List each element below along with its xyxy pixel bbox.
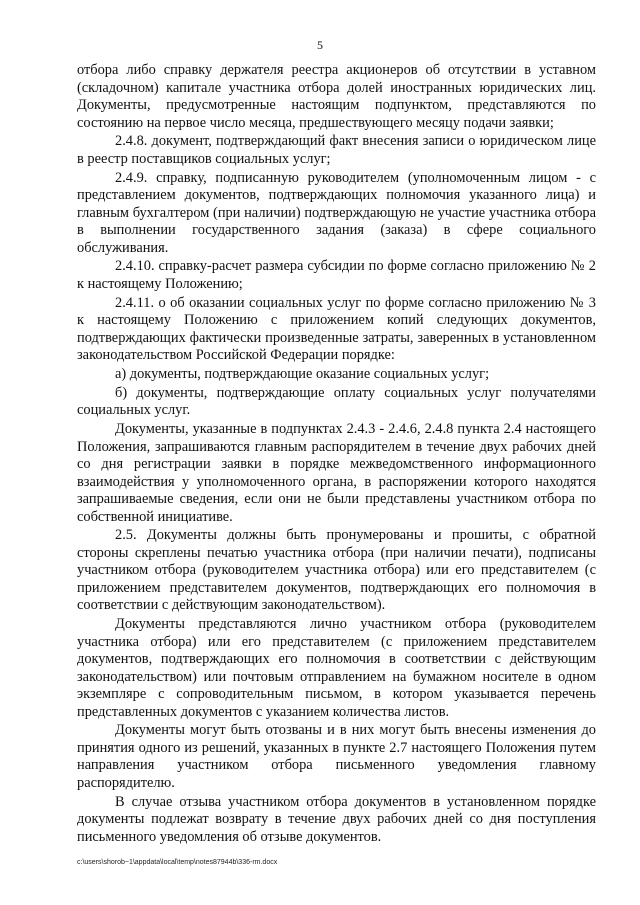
paragraph-item-b: б) документы, подтверждающие оплату социальных услуг получателями социальных услуг.: [77, 384, 596, 419]
paragraph-2-4-11: 2.4.11. о об оказании социальных услуг по форме согласно приложению № 3 к настоящему Положению с приложением копий следующих документов, подтверждающих фактически произведенные затраты, заверенных в установленном законодательством Российской Федерации порядке:: [77, 294, 596, 364]
paragraph-continuation: отбора либо справку держателя реестра акционеров об отсутствии в уставном (складочном) капитале участника отбора долей иностранных юридических лиц. Документы, предусмотренные настоящим подпунктом, представляются по состоянию на первое число месяца, предшествующего месяцу подачи заявки;: [77, 62, 596, 131]
paragraph-documents-requested: Документы, указанные в подпунктах 2.4.3 - 2.4.6, 2.4.8 пункта 2.4 настоящего Положения, запрашиваются главным распорядителем в течение двух рабочих дней со дня регистрации заявки в порядке межведомственного информационного взаимодействия у уполномоченного органа, в распоряжении которого находятся запрашиваемые сведения, если они не были представлены участником отбора по собственной инициативе.: [77, 421, 596, 525]
paragraph-documents-return: В случае отзыва участником отбора документов в установленном порядке документы подлежат возврату в течение двух рабочих дней со дня поступления письменного уведомления об отзыве документов.: [77, 793, 596, 845]
document-body: [77, 62, 596, 848]
paragraph-2-4-9: 2.4.9. справку, подписанную руководителем (уполномоченным лицом - с представлением документов, подтверждающих полномочия указанного лица) и главным бухгалтером (при наличии) подтверждающую не участие участника отбора в выполнении государственного задания (заказа) в сфере социального обслуживания.: [77, 169, 596, 256]
paragraph-2-4-8: 2.4.8. документ, подтверждающий факт внесения записи о юридическом лице в реестр поставщиков социальных услуг;: [77, 133, 596, 167]
paragraph-item-a: а) документы, подтверждающие оказание социальных услуг;: [115, 365, 490, 382]
paragraph-2-5: 2.5. Документы должны быть пронумерованы и прошиты, с обратной стороны скреплены печатью участника отбора (при наличии печати), подписаны участником отбора (руководителем участника отбора) или его представителем (с приложением представителем документов, подтверждающих его полномочия в соответствии с действующим законодательством).: [77, 527, 596, 614]
paragraph-2-4-10: 2.4.10. справку-расчет размера субсидии по форме согласно приложению № 2 к настоящему Положению;: [77, 258, 596, 292]
paragraph-documents-withdrawal: Документы могут быть отозваны и в них могут быть внесены изменения до принятия одного из решений, указанных в пункте 2.7 настоящего Положения путем направления участником отбора письменного уведомления главному распорядителю.: [77, 722, 596, 791]
paragraph-documents-submission: Документы представляются лично участником отбора (руководителем участника отбора) или его представителем (с приложением представителем документов, подтверждающих его полномочия в соответствии с действующим законодательством) или почтовым отправлением на бумажном носителе в одном экземпляре с сопроводительным письмом, в котором указывается перечень представленных документов с указанием количества листов.: [77, 616, 596, 720]
footer-file-path: c:\users\shorob~1\appdata\local\temp\notes87944b\336-rm.docx: [77, 859, 278, 866]
page-number: 5: [317, 38, 323, 52]
